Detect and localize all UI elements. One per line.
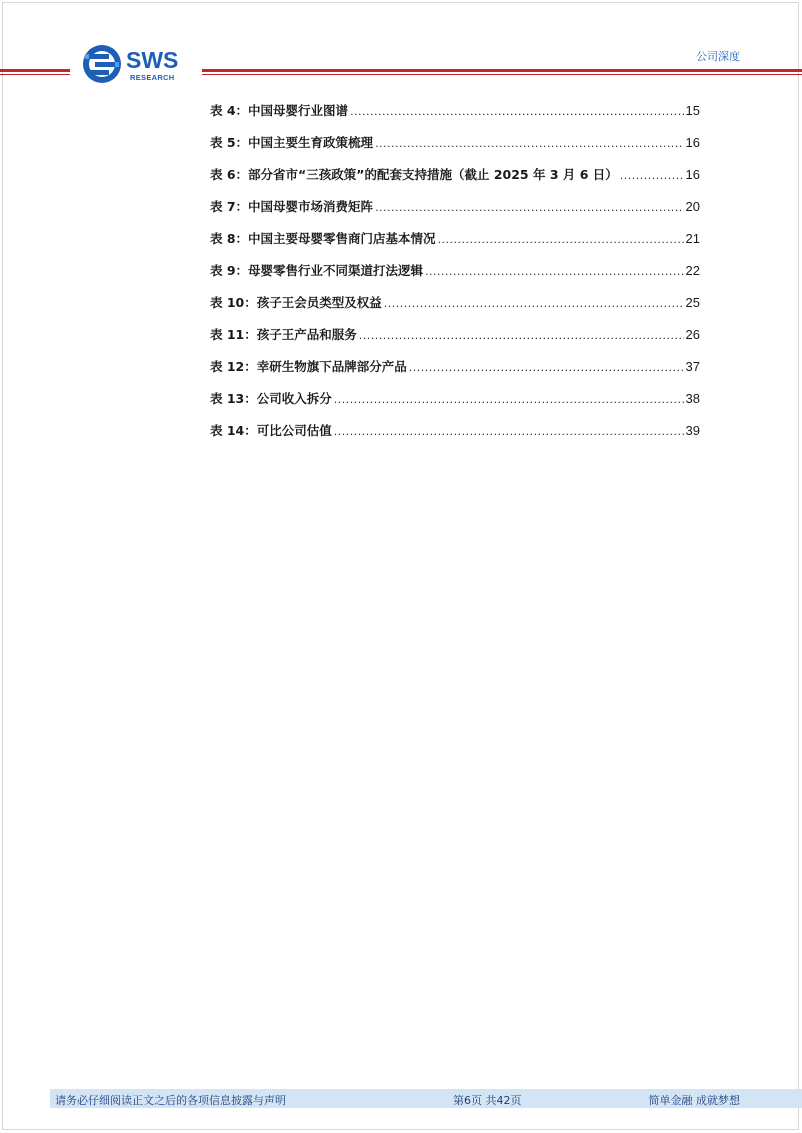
toc-leader-dots (620, 169, 684, 182)
toc-entry-title: 表 6：部分省市“三孩政策”的配套支持措施（截止 2025 年 3 月 6 日） (210, 167, 618, 182)
toc-leader-dots (359, 329, 684, 342)
toc-entry-page: 25 (685, 295, 700, 310)
toc-entry-title: 表 4：中国母婴行业图谱 (210, 103, 349, 118)
sws-logo-icon (82, 44, 122, 84)
toc-entry-title: 表 9：母婴零售行业不同渠道打法逻辑 (210, 263, 424, 278)
toc-entry[interactable] (210, 325, 700, 357)
toc-entry-page: 37 (685, 359, 700, 374)
header-rule-left-thick (0, 69, 70, 72)
toc-entry-title: 表 11：孩子王产品和服务 (210, 327, 357, 342)
toc-entry-page: 38 (685, 391, 700, 406)
toc-leader-dots (425, 265, 683, 278)
toc-entry[interactable] (210, 357, 700, 389)
toc-entry-page: 16 (685, 135, 700, 150)
toc-entry-title: 表 13：公司收入拆分 (210, 391, 332, 406)
toc-leader-dots (375, 137, 683, 150)
toc-entry[interactable] (210, 389, 700, 421)
header-rule-right-thin (202, 74, 802, 75)
toc-entry-title: 表 12：幸研生物旗下品牌部分产品 (210, 359, 407, 374)
toc-entry[interactable] (210, 165, 700, 197)
toc-entry-page: 26 (685, 327, 700, 342)
toc-entry[interactable] (210, 197, 700, 229)
toc-entry-title: 表 14：可比公司估值 (210, 423, 332, 438)
toc-entry[interactable] (210, 229, 700, 261)
sws-logo (82, 44, 192, 88)
header-rule-right-thick (202, 69, 802, 72)
toc-entry[interactable] (210, 101, 700, 133)
table-of-contents (210, 101, 700, 453)
toc-leader-dots (384, 297, 684, 310)
logo-text: SWS (126, 47, 179, 73)
toc-entry-page: 21 (685, 231, 700, 246)
toc-entry[interactable] (210, 133, 700, 165)
toc-entry-page: 16 (685, 167, 700, 182)
footer-slogan: 简单金融 成就梦想 (648, 1094, 740, 1107)
toc-entry-title: 表 5：中国主要生育政策梳理 (210, 135, 374, 150)
toc-leader-dots (350, 105, 683, 118)
toc-entry[interactable] (210, 293, 700, 325)
toc-leader-dots (334, 425, 684, 438)
toc-leader-dots (409, 361, 684, 374)
toc-leader-dots (375, 201, 683, 214)
toc-entry-page: 22 (685, 263, 700, 278)
toc-entry-page: 20 (685, 199, 700, 214)
page-footer (50, 1089, 802, 1108)
report-type-label: 公司深度 (696, 50, 740, 63)
toc-entry-page: 15 (685, 103, 700, 118)
toc-leader-dots (438, 233, 684, 246)
footer-disclaimer: 请务必仔细阅读正文之后的各项信息披露与声明 (55, 1094, 286, 1107)
header-rule-left-thin (0, 74, 70, 75)
toc-entry-page: 39 (685, 423, 700, 438)
toc-entry-title: 表 7：中国母婴市场消费矩阵 (210, 199, 374, 214)
toc-entry-title: 表 8：中国主要母婴零售商门店基本情况 (210, 231, 436, 246)
toc-entry-title: 表 10：孩子王会员类型及权益 (210, 295, 382, 310)
toc-entry[interactable] (210, 261, 700, 293)
logo-subtext: RESEARCH (130, 73, 175, 82)
toc-entry[interactable] (210, 421, 700, 453)
footer-page-number: 第6页 共42页 (453, 1094, 522, 1107)
toc-leader-dots (334, 393, 684, 406)
